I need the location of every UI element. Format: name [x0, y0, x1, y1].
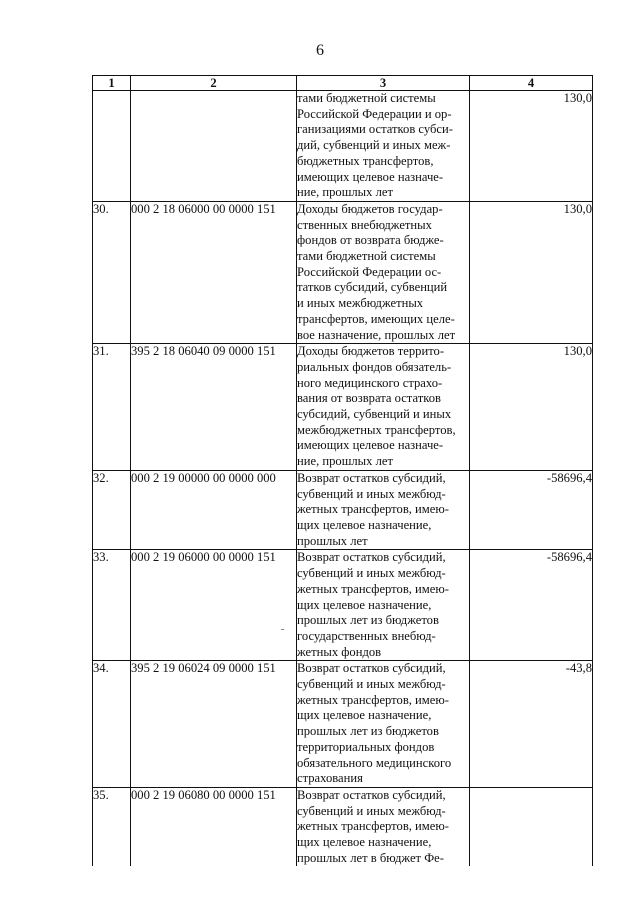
description-line: вания от возврата остатков: [297, 391, 441, 406]
table-body: [93, 91, 593, 867]
description-line: Доходы бюджетов государ-: [297, 201, 443, 216]
description-line: ние, прошлых лет: [297, 185, 393, 200]
table-row: [93, 344, 593, 471]
table-row: [93, 91, 593, 202]
description-line: татков субсидий, субвенций: [297, 280, 448, 295]
row-number: 33.: [93, 550, 131, 661]
description-line: тами бюджетной системы: [297, 91, 436, 105]
description-line: межбюджетных трансфертов,: [297, 422, 456, 437]
amount-value: -43,8: [470, 661, 593, 788]
header-col-2: 2: [131, 76, 297, 91]
row-number: 34.: [93, 661, 131, 788]
amount-value: -58696,4: [470, 550, 593, 661]
description-line: жетных фондов: [297, 644, 382, 659]
scan-mark: [281, 629, 284, 630]
table-header: [93, 76, 593, 91]
amount-value: [470, 787, 593, 866]
description-line: дий, субвенций и иных меж-: [297, 138, 451, 153]
budget-code: 395 2 18 06040 09 0000 151: [131, 344, 297, 471]
income-description: [297, 201, 470, 343]
income-description: [297, 787, 470, 866]
income-description: [297, 344, 470, 471]
description-line: страхования: [297, 771, 363, 786]
description-line: щих целевое назначение,: [297, 517, 432, 532]
budget-code: [131, 91, 297, 202]
amount-value: 130,0: [470, 201, 593, 343]
description-line: и иных межбюджетных: [297, 296, 424, 311]
description-line: субсидий, субвенций и иных: [297, 407, 452, 422]
description-line: бюджетных трансфертов,: [297, 153, 434, 168]
description-line: ного медицинского страхо-: [297, 375, 443, 390]
budget-code: 000 2 18 06000 00 0000 151: [131, 201, 297, 343]
description-line: прошлых лет: [297, 533, 368, 548]
header-row: [93, 76, 593, 91]
description-line: ганизациями остатков субси-: [297, 122, 453, 137]
amount-value: 130,0: [470, 344, 593, 471]
description-line: ственных внебюджетных: [297, 217, 432, 232]
description-line: субвенций и иных межбюд-: [297, 677, 446, 692]
description-line: жетных трансфертов, имею-: [297, 581, 449, 596]
description-line: имеющих целевое назначе-: [297, 438, 444, 453]
description-line: прошлых лет из бюджетов: [297, 724, 439, 739]
description-line: Доходы бюджетов террито-: [297, 344, 445, 359]
row-number: 31.: [93, 344, 131, 471]
row-number: 32.: [93, 470, 131, 550]
header-col-1: 1: [93, 76, 131, 91]
description-line: территориальных фондов: [297, 739, 435, 754]
budget-code: 000 2 19 06080 00 0000 151: [131, 787, 297, 866]
description-line: субвенций и иных межбюд-: [297, 486, 446, 501]
table-row: [93, 550, 593, 661]
table-row: [93, 470, 593, 550]
description-line: Российской Федерации ос-: [297, 264, 442, 279]
description-line: имеющих целевое назначе-: [297, 169, 444, 184]
income-description: [297, 550, 470, 661]
budget-code: 000 2 19 00000 00 0000 000: [131, 470, 297, 550]
description-line: трансфертов, имеющих целе-: [297, 311, 455, 326]
table-row: [93, 201, 593, 343]
description-line: вое назначение, прошлых лет: [297, 327, 456, 342]
income-description: [297, 91, 470, 202]
row-number: 30.: [93, 201, 131, 343]
page-number: 6: [316, 42, 324, 59]
description-line: субвенций и иных межбюд-: [297, 803, 446, 818]
row-number: 35.: [93, 787, 131, 866]
description-line: тами бюджетной системы: [297, 249, 436, 264]
description-line: жетных трансфертов, имею-: [297, 692, 449, 707]
header-col-3: 3: [297, 76, 470, 91]
amount-value: 130,0: [470, 91, 593, 202]
description-line: щих целевое назначение,: [297, 835, 432, 850]
description-line: риальных фондов обязатель-: [297, 359, 452, 374]
description-line: субвенций и иных межбюд-: [297, 566, 446, 581]
row-number: [93, 91, 131, 202]
income-description: [297, 661, 470, 788]
amount-value: -58696,4: [470, 470, 593, 550]
description-line: Российской Федерации и ор-: [297, 106, 452, 121]
table-row: [93, 661, 593, 788]
description-line: прошлых лет из бюджетов: [297, 613, 439, 628]
table-row: [93, 787, 593, 866]
description-line: обязательного медицинского: [297, 755, 452, 770]
description-line: щих целевое назначение,: [297, 597, 432, 612]
budget-code: 000 2 19 06000 00 0000 151: [131, 550, 297, 661]
income-description: [297, 470, 470, 550]
description-line: Возврат остатков субсидий,: [297, 470, 446, 485]
budget-code: 395 2 19 06024 09 0000 151: [131, 661, 297, 788]
description-line: государственных внебюд-: [297, 628, 436, 643]
description-line: щих целевое назначение,: [297, 708, 432, 723]
description-line: прошлых лет в бюджет Фе-: [297, 850, 444, 865]
description-line: фондов от возврата бюдже-: [297, 233, 444, 248]
description-line: ние, прошлых лет: [297, 454, 393, 469]
description-line: Возврат остатков субсидий,: [297, 787, 446, 802]
description-line: Возврат остатков субсидий,: [297, 550, 446, 565]
budget-table: [92, 75, 593, 866]
description-line: Возврат остатков субсидий,: [297, 661, 446, 676]
description-line: жетных трансфертов, имею-: [297, 819, 449, 834]
header-col-4: 4: [470, 76, 593, 91]
description-line: жетных трансфертов, имею-: [297, 502, 449, 517]
